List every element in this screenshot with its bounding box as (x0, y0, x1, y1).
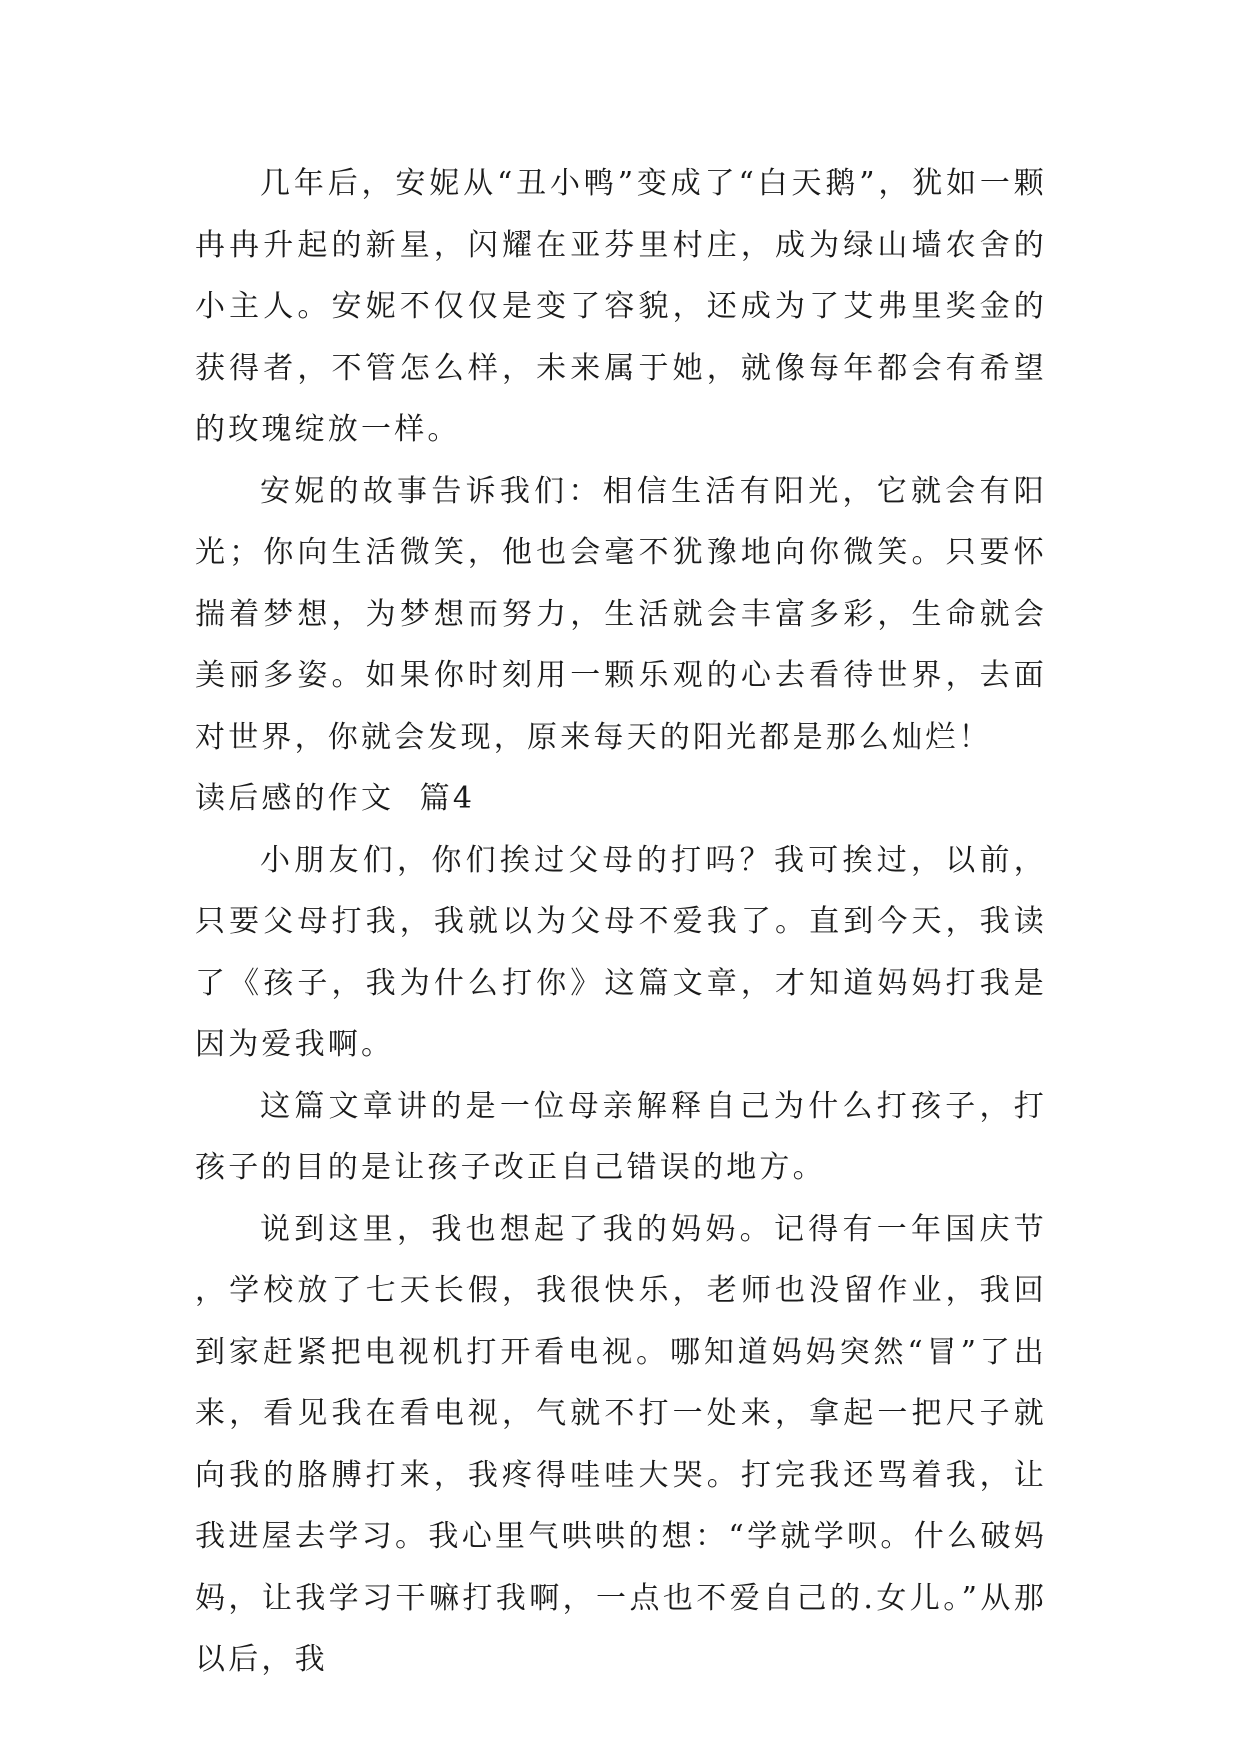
paragraph: 这篇文章讲的是一位母亲解释自己为什么打孩子，打孩子的目的是让孩子改正自己错误的地方。 (195, 1088, 1047, 1185)
paragraph: 小朋友们，你们挨过父母的打吗？我可挨过，以前，只要父母打我，我就以为父母不爱我了。直到今天，我读了《孩子，我为什么打你》这篇文章，才知道妈妈打我是因为爱我啊。 (195, 842, 1047, 1062)
paragraph: 说到这里，我也想起了我的妈妈。记得有一年国庆节，学校放了七天长假，我很快乐，老师也没留作业，我回到家赶紧把电视机打开看电视。哪知道妈妈突然“冒”了出来，看见我在看电视，气就不打一处来，拿起一把尺子就向我的胳膊打来，我疼得哇哇大哭。打完我还骂着我，让我进屋去学习。我心里气哄哄的想：“学就学呗。什么破妈妈，让我学习干嘛打我啊，一点也不爱自己的.女儿。”从那以后，我 (195, 1211, 1047, 1677)
section-heading: 读后感的作文 篇4 (195, 781, 476, 816)
paragraph: 几年后，安妮从“丑小鸭”变成了“白天鹅”，犹如一颗冉冉升起的新星，闪耀在亚芬里村庄，成为绿山墙农舍的小主人。安妮不仅仅是变了容貌，还成为了艾弗里奖金的获得者，不管怎么样，未来属于她，就像每年都会有希望的玫瑰绽放一样。 (195, 166, 1047, 447)
paragraph: 安妮的故事告诉我们：相信生活有阳光，它就会有阳光；你向生活微笑，他也会毫不犹豫地向你微笑。只要怀揣着梦想，为梦想而努力，生活就会丰富多彩，生命就会美丽多姿。如果你时刻用一颗乐观的心去看待世界，去面对世界，你就会发现，原来每天的阳光都是那么灿烂！ (195, 473, 1047, 755)
document-body (195, 153, 1047, 1691)
